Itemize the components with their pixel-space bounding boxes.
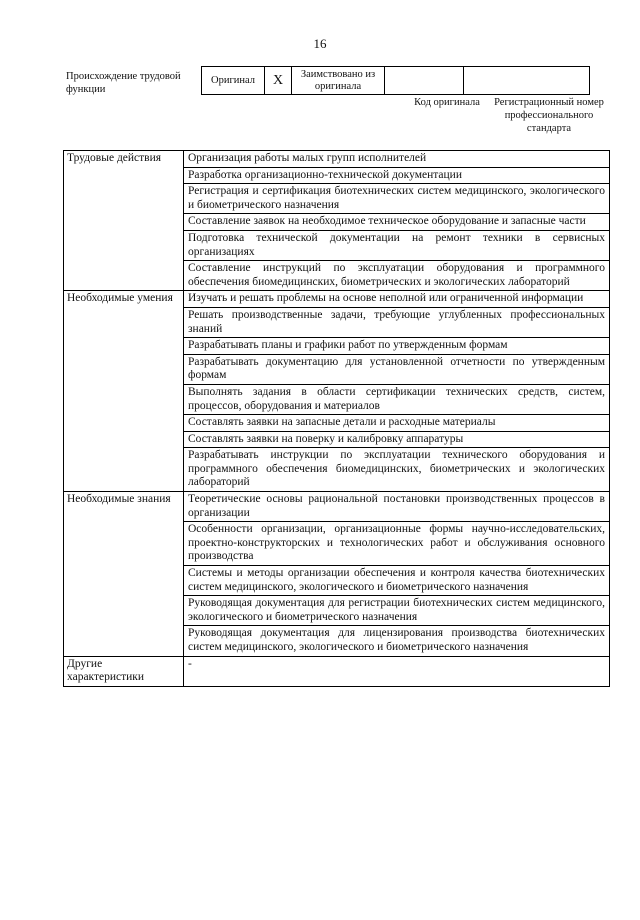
item-cell: Составление заявок на необходимое техническое оборудование и запасные части — [184, 214, 610, 231]
code-original-label: Код оригинала — [414, 97, 480, 108]
item-cell: Организация работы малых групп исполнителей — [184, 151, 610, 168]
borrowed-cell: Заимствовано из оригинала — [292, 67, 385, 95]
item-cell: Системы и методы организации обеспечения и контроля качества биотехнических систем медицинского, экологического и биометрического назначения — [184, 566, 610, 596]
item-cell: Решать производственные задачи, требующие углубленных профессиональных знаний — [184, 307, 610, 337]
item-cell: Регистрация и сертификация биотехнических систем медицинского, экологического и биометрического назначения — [184, 184, 610, 214]
code-cell — [385, 67, 464, 95]
table-row — [64, 656, 610, 686]
item-cell: Руководящая документация для регистрации биотехнических систем медицинского, экологического и биометрического назначения — [184, 596, 610, 626]
item-cell: Составлять заявки на поверку и калибровку аппаратуры — [184, 431, 610, 448]
item-cell: - — [184, 656, 610, 686]
original-cell: Оригинал — [202, 67, 265, 95]
functions-table — [63, 150, 610, 687]
item-cell: Разрабатывать инструкции по эксплуатации технического оборудования и программного обеспечения биомедицинских, биометрических и экологических лабораторий — [184, 448, 610, 492]
item-cell: Особенности организации, организационные формы научно-исследовательских, проектно-конструкторских и технологических работ и обслуживания основного производства — [184, 522, 610, 566]
category-cell: Необходимые знания — [64, 492, 184, 657]
table-row — [64, 151, 610, 168]
reg-number-label: Регистрационный номер профессионального стандарта — [494, 97, 604, 134]
table-row — [64, 291, 610, 308]
original-mark: X — [265, 67, 292, 95]
category-cell: Необходимые умения — [64, 291, 184, 492]
page-number: 16 — [313, 36, 327, 51]
origin-table — [201, 66, 590, 95]
item-cell: Теоретические основы рациональной постановки производственных процессов в организации — [184, 492, 610, 522]
origin-label: Происхождение трудовой функции — [66, 71, 181, 95]
item-cell: Разрабатывать планы и графики работ по утвержденным формам — [184, 338, 610, 355]
reg-number-cell — [464, 67, 590, 95]
category-cell: Другие характеристики — [64, 656, 184, 686]
item-cell: Изучать и решать проблемы на основе неполной или ограниченной информации — [184, 291, 610, 308]
item-cell: Подготовка технической документации на ремонт техники в сервисных организациях — [184, 230, 610, 260]
table-row — [64, 492, 610, 522]
item-cell: Составлять заявки на запасные детали и расходные материалы — [184, 415, 610, 432]
item-cell: Составление инструкций по эксплуатации оборудования и программного обеспечения биомедицинских, биометрических и экологических лабораторий — [184, 261, 610, 291]
category-cell: Трудовые действия — [64, 151, 184, 291]
item-cell: Разрабатывать документацию для установленной отчетности по утвержденным формам — [184, 354, 610, 384]
item-cell: Выполнять задания в области сертификации технических средств, систем, процессов, оборудования и материалов — [184, 384, 610, 414]
item-cell: Руководящая документация для лицензирования производства биотехнических систем медицинского, экологического и биометрического назначения — [184, 626, 610, 656]
item-cell: Разработка организационно-технической документации — [184, 167, 610, 184]
